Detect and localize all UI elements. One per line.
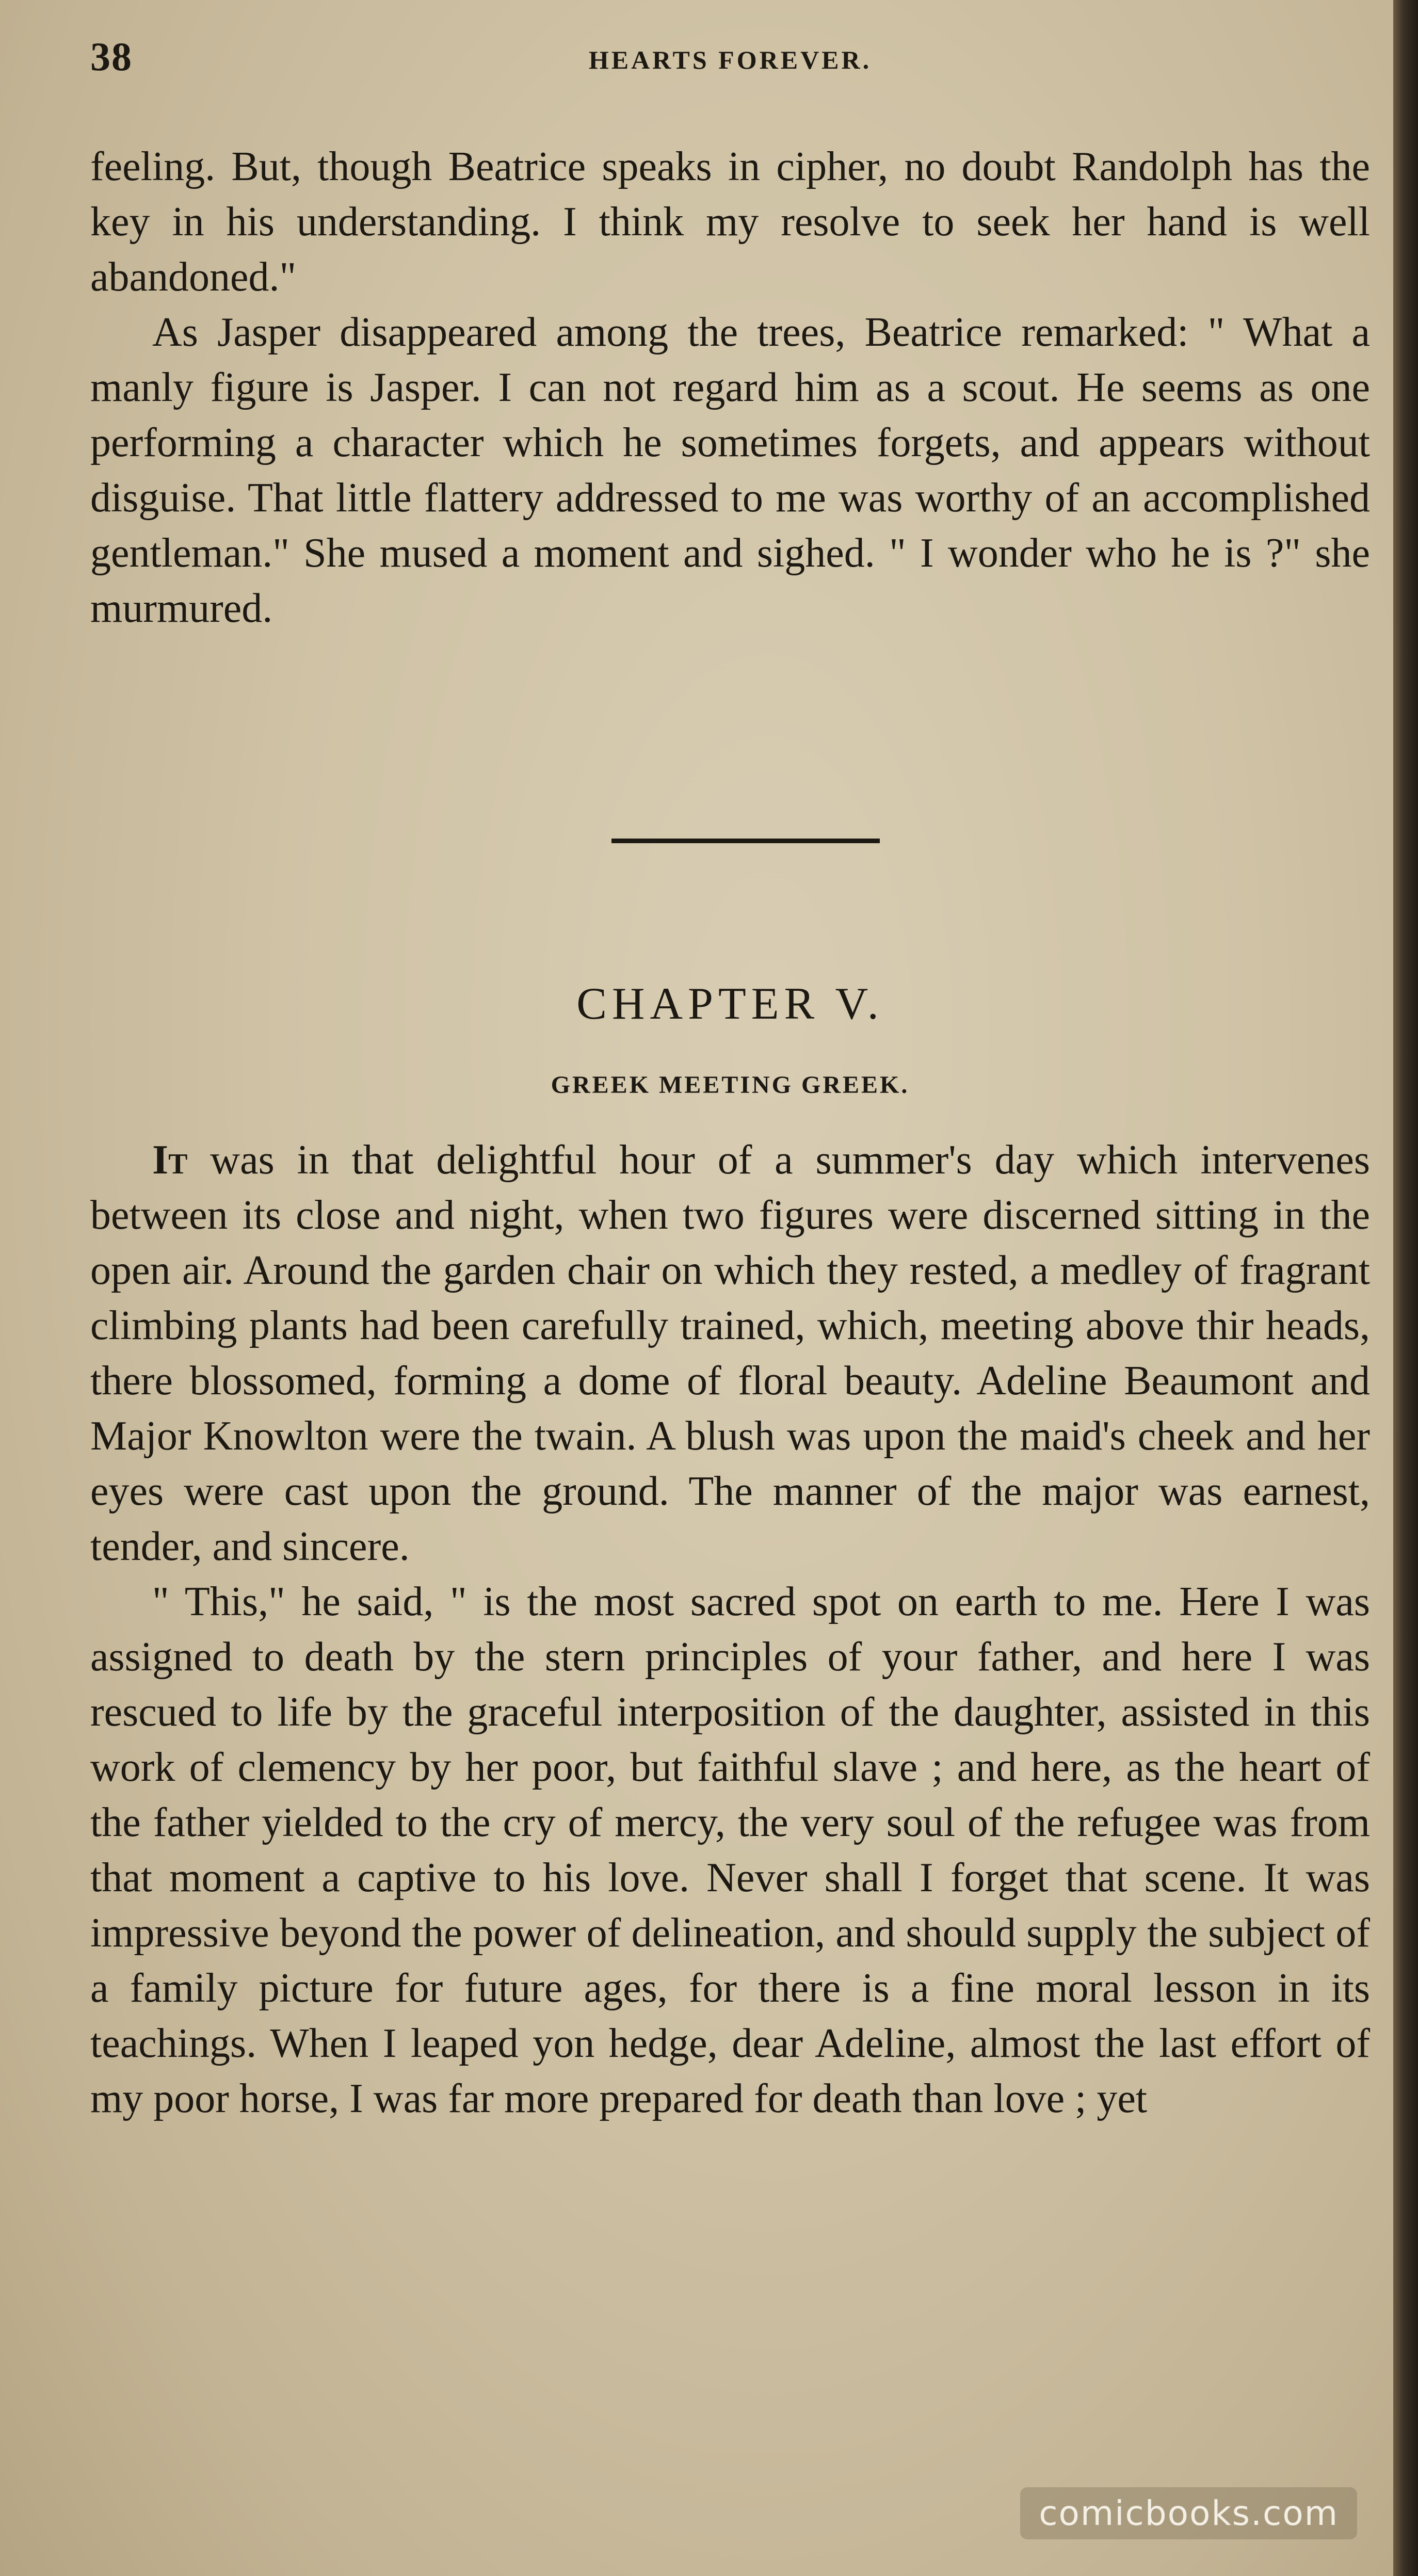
text-before-chapter <box>90 139 1370 636</box>
chapter-first-paragraph-text: was in that delightful hour of a summer's day which intervenes between its close and night, when two figures were discerned sitting in the open air. Around the garden chair on which they rested, a medley of fragrant climbing plants had been carefully trained, which, meeting above thir heads, there blossomed, forming a dome of floral beauty. Adeline Beaumont and Major Knowlton were the twain. A blush was upon the maid's cheek and her eyes were cast upon the ground. The manner of the major was earnest, tender, and sincere. <box>90 1137 1370 1569</box>
chapter-title: CHAPTER V. <box>576 979 884 1029</box>
section-divider <box>611 839 880 843</box>
running-head: HEARTS FOREVER. <box>588 45 872 74</box>
page-edge <box>1393 0 1418 2576</box>
chapter-first-paragraph <box>90 1133 1370 1574</box>
paragraph-continued: feeling. But, though Beatrice speaks in cipher, no doubt Randolph has the key in his understanding. I think my resolve to seek her hand is well abandoned." <box>90 144 1370 300</box>
page-number: 38 <box>90 34 133 79</box>
paragraph-jasper: As Jasper disappeared among the trees, Beatrice remarked: " What a manly figure is Jasper. I can not regard him as a scout. He seems as one performing a character which he sometimes forgets, and appears without disguise. That little flattery addressed to me was worthy of an accomplished gentleman." She mused a moment and sighed. " I wonder who he is ?" she murmured. <box>90 310 1370 631</box>
chapter-text <box>90 1133 1370 2127</box>
page-header <box>90 34 1370 90</box>
chapter-subtitle: GREEK MEETING GREEK. <box>551 1071 910 1099</box>
site-watermark: comicbooks.com <box>1020 2487 1357 2539</box>
chapter-second-paragraph: " This," he said, " is the most sacred spot on earth to me. Here I was assigned to death by the stern principles of your father, and here I was rescued to life by the graceful interposition of the daughter, assisted in this work of clemency by her poor, but faithful slave ; and here, as the heart of the father yielded to the cry of mercy, the very soul of the refugee was from that moment a captive to his love. Never shall I forget that scene. It was impressive beyond the power of delineation, and should supply the subject of a family picture for future ages, for there is a fine moral lesson in its teachings. When I leaped yon hedge, dear Adeline, almost the last effort of my poor horse, I was far more prepared for death than love ; yet <box>90 1579 1370 2121</box>
chapter-first-word: It <box>152 1137 188 1183</box>
